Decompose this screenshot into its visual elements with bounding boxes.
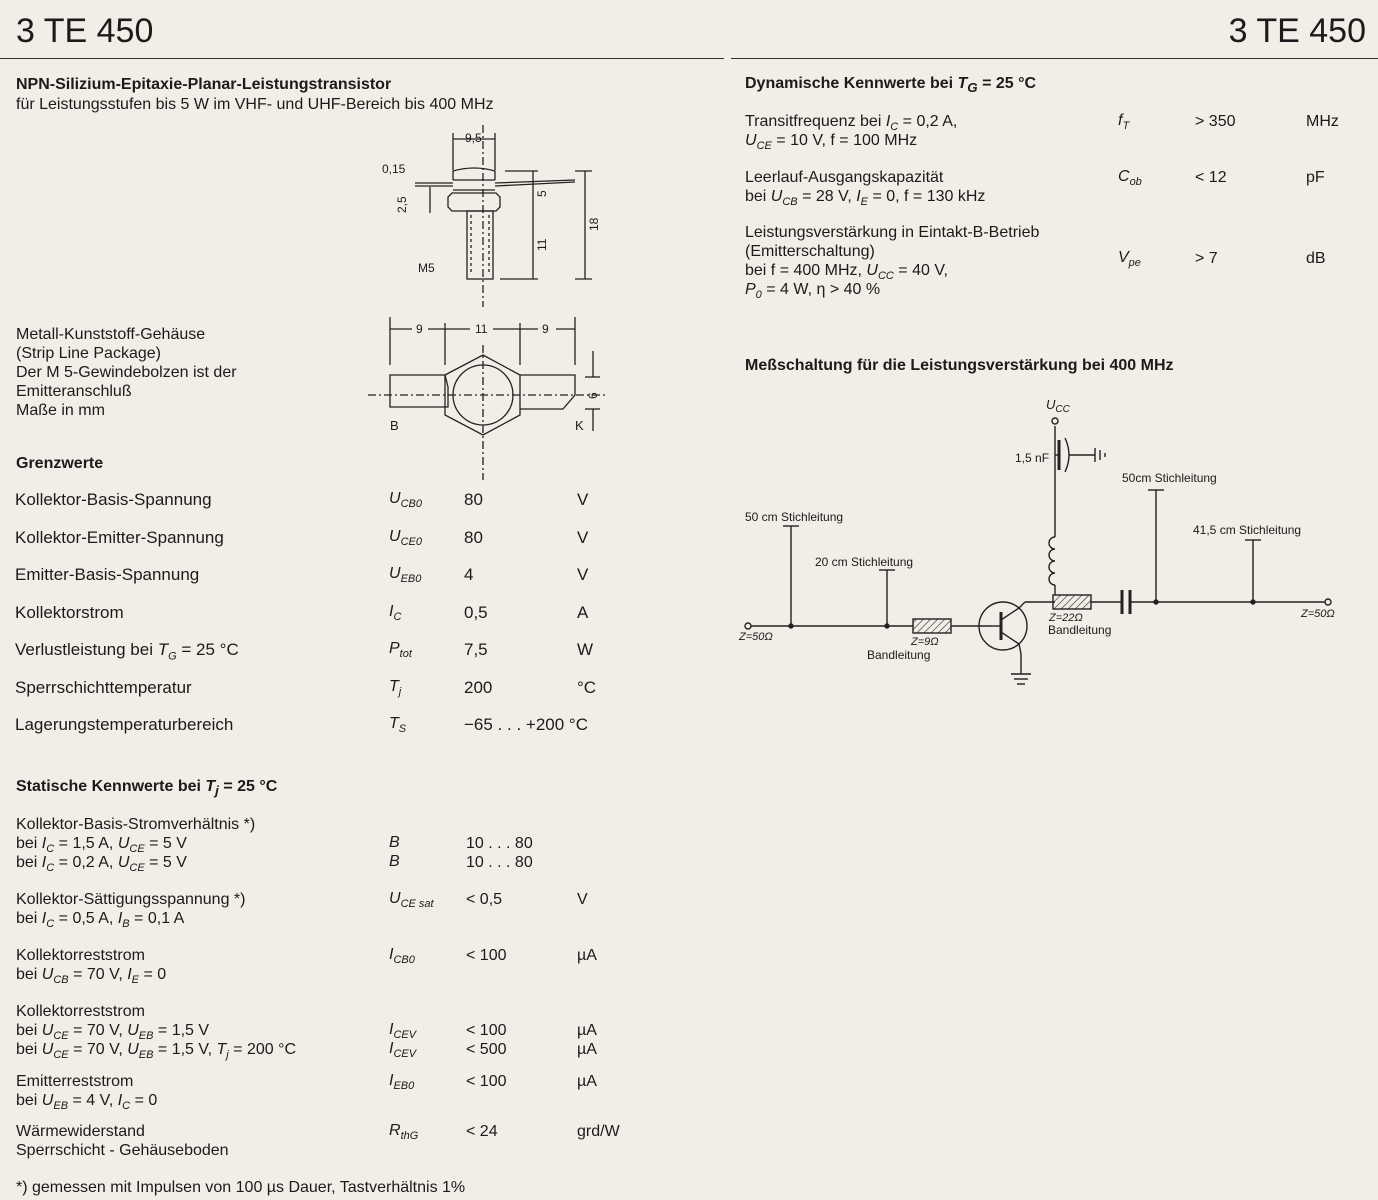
dim-9-right: 9 bbox=[542, 322, 549, 336]
dim-18: 18 bbox=[587, 217, 601, 231]
statisch-value: < 100 bbox=[466, 1022, 507, 1039]
dim-5: 5 bbox=[535, 190, 549, 197]
bandleitung-1: Bandleitung bbox=[867, 648, 931, 662]
ucc-symbol: U bbox=[1046, 397, 1056, 412]
z-22-label: Z=22Ω bbox=[1049, 612, 1083, 624]
z-out-label: Z=50Ω bbox=[1301, 608, 1335, 620]
header-rule-right bbox=[731, 58, 1378, 59]
statisch-value: < 100 bbox=[466, 947, 507, 964]
intro-title: NPN-Silizium-Epitaxie-Planar-Leistungstransistor bbox=[16, 76, 392, 93]
grenzwert-unit: A bbox=[577, 602, 589, 622]
measurement-circuit bbox=[735, 390, 1375, 700]
statisch-line: Kollektor-Sättigungsspannung *) bbox=[16, 891, 246, 908]
dynamisch-symbol: $C_{ob}$ bbox=[1118, 168, 1142, 189]
dynamisch-value: < 12 bbox=[1195, 169, 1227, 186]
statisch-line: bei $U_{CE} = 70$ V, $U_{EB} = 1,5$ V, $T_j = 200$ °C bbox=[16, 1041, 297, 1062]
statisch-heading bbox=[16, 778, 277, 798]
grenzwert-unit: V bbox=[577, 565, 589, 584]
statisch-symbol: $I_{EB0}$ bbox=[389, 1072, 415, 1093]
dim-2-5: 2,5 bbox=[395, 196, 409, 213]
grenzwert-value: 80 bbox=[464, 490, 483, 509]
statisch-heading-text: Statische Kennwerte bei $T_j = 25$ °C bbox=[16, 778, 278, 799]
statisch-line: bei $U_{CB} = 70$ V, $I_E = 0$ bbox=[16, 966, 167, 987]
dynamisch-unit: pF bbox=[1306, 169, 1325, 186]
package-line: Der M 5-Gewindebolzen ist der bbox=[16, 364, 237, 381]
dynamisch-line: $U_{CE} = 10$ V, f = 100 MHz bbox=[745, 132, 918, 153]
statisch-line: bei $U_{CE} = 70$ V, $U_{EB} = 1,5$ V bbox=[16, 1022, 210, 1043]
package-line: (Strip Line Package) bbox=[16, 345, 161, 362]
statisch-line: bei $I_C = 0,2$ A, $U_{CE} = 5$ V bbox=[16, 854, 187, 875]
statisch-line: Kollektorreststrom bbox=[16, 947, 145, 964]
statisch-line: Wärmewiderstand bbox=[16, 1123, 145, 1140]
dynamisch-value: > 7 bbox=[1195, 250, 1218, 267]
package-drawing bbox=[360, 125, 630, 485]
statisch-line: Sperrschicht - Gehäuseboden bbox=[16, 1142, 229, 1159]
footnote: *) gemessen mit Impulsen von 100 µs Dauer, Tastverhältnis 1% bbox=[16, 1179, 466, 1196]
dynamisch-symbol: $f_T$ bbox=[1118, 112, 1130, 133]
bandleitung-2: Bandleitung bbox=[1048, 623, 1112, 637]
dim-11: 11 bbox=[475, 322, 488, 336]
grenzwert-value: 0,5 bbox=[464, 602, 488, 622]
statisch-symbol: $U_{CE sat}$ bbox=[389, 890, 434, 911]
statisch-line: bei $U_{EB} = 4$ V, $I_C = 0$ bbox=[16, 1092, 158, 1113]
ucc-label bbox=[1046, 397, 1071, 415]
grenzwert-symbol: $I_C$ bbox=[389, 602, 402, 623]
package-description bbox=[16, 325, 237, 420]
grenzwert-unit: W bbox=[577, 640, 594, 659]
grenzwert-symbol: $T_j$ bbox=[389, 677, 402, 698]
grenzwert-label: Lagerungstemperaturbereich bbox=[15, 715, 234, 734]
statisch-value: 10 . . . 80 bbox=[466, 835, 533, 852]
capacitor-label: 1,5 nF bbox=[1015, 451, 1050, 465]
grenzwert-label: Kollektor-Basis-Spannung bbox=[15, 490, 212, 509]
statisch-symbol: $R_{thG}$ bbox=[389, 1122, 419, 1143]
statisch-unit: µA bbox=[577, 1022, 597, 1039]
grenzwert-label: Kollektor-Emitter-Spannung bbox=[15, 527, 224, 547]
dynamisch-line: (Emitterschaltung) bbox=[745, 243, 875, 260]
z-in-label: Z=50Ω bbox=[739, 631, 773, 643]
dynamisch-unit: MHz bbox=[1306, 113, 1339, 130]
dynamisch-heading bbox=[745, 75, 1036, 95]
ucc-subscript: CC bbox=[1055, 404, 1070, 415]
statisch-line: Kollektorreststrom bbox=[16, 1003, 145, 1020]
grenzwerte-heading: Grenzwerte bbox=[16, 455, 104, 472]
statisch-symbol: $I_{CEV}$ bbox=[389, 1040, 417, 1061]
grenzwert-value: 7,5 bbox=[464, 640, 488, 659]
statisch-symbol: B bbox=[389, 834, 400, 851]
grenzwert-unit: °C bbox=[577, 677, 597, 697]
grenzwert-value: 4 bbox=[464, 565, 474, 584]
dim-9-5: 9,5 bbox=[465, 131, 482, 145]
label-k: K bbox=[575, 418, 584, 433]
statisch-value: < 24 bbox=[466, 1123, 498, 1140]
label-m5: M5 bbox=[418, 261, 435, 275]
statisch-symbol: B bbox=[389, 853, 400, 870]
statisch-unit: µA bbox=[577, 1041, 597, 1058]
header-rule-left bbox=[0, 58, 724, 59]
grenzwert-symbol: $T_S$ bbox=[389, 715, 407, 736]
statisch-unit: V bbox=[577, 891, 588, 908]
statisch-line: Kollektor-Basis-Stromverhältnis *) bbox=[16, 816, 256, 833]
intro-subtitle: für Leistungsstufen bis 5 W im VHF- und UHF-Bereich bis 400 MHz bbox=[16, 96, 494, 113]
grenzwert-value: 80 bbox=[464, 527, 483, 547]
grenzwert-value: −65 . . . +200 °C bbox=[464, 715, 588, 734]
stub-50cm-output: 50cm Stichleitung bbox=[1122, 471, 1217, 485]
statisch-symbol: $I_{CB0}$ bbox=[389, 946, 415, 967]
grenzwert-symbol: $U_{CE0}$ bbox=[389, 527, 422, 548]
statisch-value: < 0,5 bbox=[466, 891, 503, 908]
package-line: Maße in mm bbox=[16, 402, 105, 419]
statisch-line: bei $I_C = 1,5$ A, $U_{CE} = 5$ V bbox=[16, 835, 187, 856]
z-9-label: Z=9Ω bbox=[911, 636, 939, 648]
dynamisch-line: $P_0 = 4$ W, η > 40 % bbox=[745, 281, 881, 302]
grenzwert-label: Emitter-Basis-Spannung bbox=[15, 565, 200, 584]
package-line: Metall-Kunststoff-Gehäuse bbox=[16, 326, 206, 343]
package-line: Emitteranschluß bbox=[16, 383, 132, 400]
label-b: B bbox=[390, 418, 399, 433]
dynamisch-value: > 350 bbox=[1195, 113, 1236, 130]
statisch-unit: µA bbox=[577, 947, 597, 964]
dynamisch-unit: dB bbox=[1306, 250, 1326, 267]
grenzwert-symbol: $U_{CB0}$ bbox=[389, 490, 422, 511]
dim-9-left: 9 bbox=[416, 322, 423, 336]
page-title-right: 3 TE 450 bbox=[1228, 12, 1366, 50]
grenzwert-symbol: $U_{EB0}$ bbox=[389, 565, 422, 586]
dim-0-15: 0,15 bbox=[382, 162, 406, 176]
dim-11-vertical: 11 bbox=[535, 238, 549, 251]
dynamisch-heading-text: Dynamische Kennwerte bei $T_G = 25$ °C bbox=[745, 75, 1037, 96]
grenzwert-label: Verlustleistung bei $T_G = 25$ °C bbox=[15, 640, 239, 663]
statisch-unit: grd/W bbox=[577, 1123, 620, 1140]
statisch-unit: µA bbox=[577, 1073, 597, 1090]
dynamisch-line: Leerlauf-Ausgangskapazität bbox=[745, 169, 944, 186]
stub-50cm-input: 50 cm Stichleitung bbox=[745, 510, 844, 524]
stub-20cm: 20 cm Stichleitung bbox=[815, 555, 914, 569]
grenzwert-unit: V bbox=[577, 527, 589, 547]
grenzwert-label: Kollektorstrom bbox=[15, 602, 124, 622]
grenzwert-symbol: $P_{tot}$ bbox=[389, 640, 412, 661]
page-title-left: 3 TE 450 bbox=[16, 12, 154, 50]
statisch-line: bei $I_C = 0,5$ A, $I_B = 0,1$ A bbox=[16, 910, 185, 931]
statisch-value: < 100 bbox=[466, 1073, 507, 1090]
grenzwert-label: Sperrschichttemperatur bbox=[15, 677, 192, 697]
dynamisch-line: bei f = 400 MHz, $U_{CC} = 40$ V, bbox=[745, 262, 948, 283]
grenzwert-unit: V bbox=[577, 490, 589, 509]
statisch-symbol: $I_{CEV}$ bbox=[389, 1021, 417, 1042]
statisch-value: < 500 bbox=[466, 1041, 507, 1058]
grenzwert-value: 200 bbox=[464, 677, 493, 697]
dim-6: 6 bbox=[586, 392, 600, 399]
statisch-line: Emitterreststrom bbox=[16, 1073, 134, 1090]
dynamisch-line: Transitfrequenz bei $I_C = 0,2$ A, bbox=[745, 113, 958, 134]
dynamisch-symbol: $V_{pe}$ bbox=[1118, 249, 1141, 270]
statisch-value: 10 . . . 80 bbox=[466, 854, 533, 871]
circuit-heading: Meßschaltung für die Leistungsverstärkung bei 400 MHz bbox=[745, 357, 1174, 374]
stub-41-5cm: 41,5 cm Stichleitung bbox=[1193, 523, 1302, 537]
dynamisch-line: bei $U_{CB} = 28$ V, $I_E = 0$, f = 130 kHz bbox=[745, 188, 986, 209]
dynamisch-line: Leistungsverstärkung in Eintakt-B-Betrieb bbox=[745, 224, 1040, 241]
